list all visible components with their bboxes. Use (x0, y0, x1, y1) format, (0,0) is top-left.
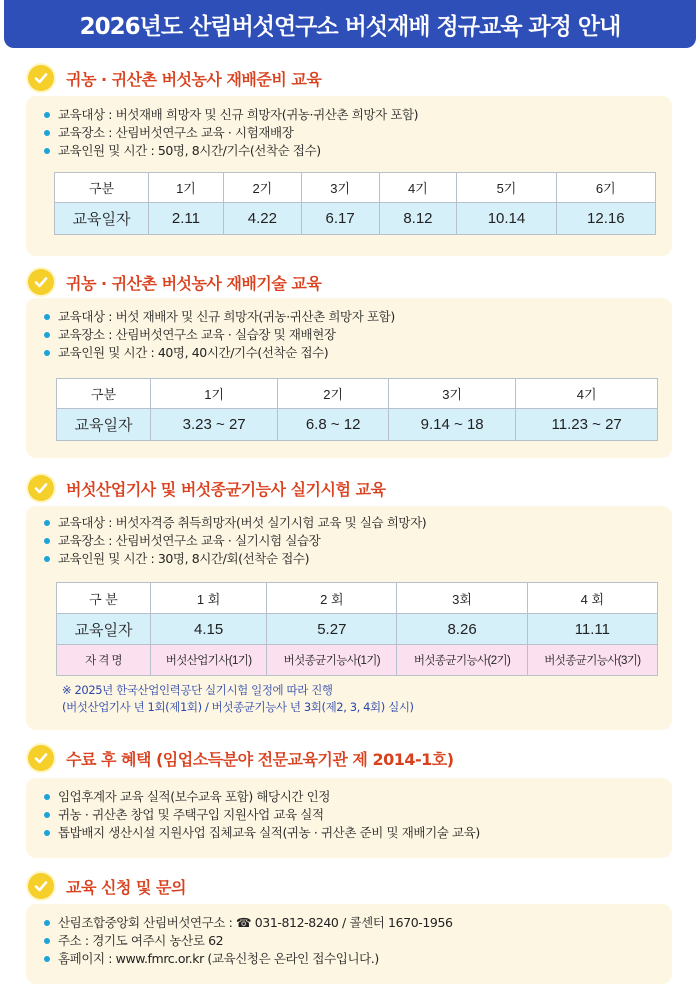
table-cell: 5.27 (267, 614, 397, 645)
table-cell: 4기 (379, 173, 457, 203)
table-cell: 4.15 (151, 614, 267, 645)
table-cell: 6.17 (301, 203, 379, 235)
section-panel-preparation (26, 96, 672, 256)
section-header-technique (28, 268, 321, 296)
info-list (40, 308, 395, 362)
table-cell: 8.12 (379, 203, 457, 235)
check-circle-icon (28, 65, 54, 91)
exam-note (62, 682, 414, 716)
table-cell: 버섯산업기사(1기) (151, 645, 267, 676)
list-item: 홈페이지 : www.fmrc.or.kr (교육신청은 온라인 접수입니다.) (40, 950, 453, 968)
table-cell: 버섯종균기능사(2기) (397, 645, 527, 676)
table-cell: 구분 (55, 173, 149, 203)
section-header-preparation (28, 64, 321, 92)
list-item: 교육장소 : 산림버섯연구소 교육 · 시험재배장 (40, 124, 418, 142)
table-cell: 버섯종균기능사(3기) (527, 645, 657, 676)
table-row (57, 645, 658, 676)
table-cell: 버섯종균기능사(1기) (267, 645, 397, 676)
table-row (55, 203, 656, 235)
table-cell: 2 회 (267, 583, 397, 614)
table-cell: 4.22 (223, 203, 301, 235)
note-line: (버섯산업기사 년 1회(제1회) / 버섯종균기능사 년 3회(제2, 3, 4회) 실시) (62, 700, 414, 714)
section-title: 버섯산업기사 및 버섯종균기능사 실기시험 교육 (66, 479, 386, 499)
list-item: 교육인원 및 시간 : 30명, 8시간/회(선착순 접수) (40, 550, 426, 568)
table-cell: 6.8 ~ 12 (278, 409, 389, 441)
check-circle-icon (28, 475, 54, 501)
table-cell: 구분 (57, 379, 151, 409)
list-item: 톱밥배지 생산시설 지원사업 집체교육 실적(귀농 · 귀산촌 준비 및 재배기술 교육) (40, 824, 480, 842)
table-cell: 10.14 (457, 203, 556, 235)
table-cell: 3.23 ~ 27 (151, 409, 278, 441)
table-cell: 3기 (301, 173, 379, 203)
section-header-benefits (28, 744, 454, 772)
list-item: 주소 : 경기도 여주시 농산로 62 (40, 932, 453, 950)
list-item: 교육장소 : 산림버섯연구소 교육 · 실기시험 실습장 (40, 532, 426, 550)
table-cell: 교육일자 (57, 409, 151, 441)
table-cell: 12.16 (556, 203, 655, 235)
list-item: 교육대상 : 버섯 재배자 및 신규 희망자(귀농·귀산촌 희망자 포함) (40, 308, 395, 326)
section-title: 귀농 · 귀산촌 버섯농사 재배기술 교육 (66, 273, 322, 293)
list-item: 교육인원 및 시간 : 50명, 8시간/기수(선착순 접수) (40, 142, 418, 160)
list-item: 임업후계자 교육 실적(보수교육 포함) 해당시간 인정 (40, 788, 480, 806)
check-circle-icon (28, 745, 54, 771)
section-title: 교육 신청 및 문의 (66, 877, 186, 897)
table-cell: 자 격 명 (57, 645, 151, 676)
check-circle-icon (28, 269, 54, 295)
section-panel-benefits (26, 778, 672, 858)
table-cell: 3기 (389, 379, 516, 409)
table-cell: 11.23 ~ 27 (516, 409, 658, 441)
table-cell: 교육일자 (57, 614, 151, 645)
page-title: 2026년도 산림버섯연구소 버섯재배 정규교육 과정 안내 (79, 13, 621, 40)
table-cell: 2기 (278, 379, 389, 409)
table-cell: 2기 (223, 173, 301, 203)
section-panel-contact (26, 904, 672, 984)
table-cell: 4기 (516, 379, 658, 409)
section-panel-exam (26, 506, 672, 730)
section-header-exam (28, 474, 385, 502)
table-cell: 9.14 ~ 18 (389, 409, 516, 441)
table-cell: 4 회 (527, 583, 657, 614)
table-cell: 8.26 (397, 614, 527, 645)
info-list (40, 914, 453, 968)
table-cell: 1기 (151, 379, 278, 409)
check-circle-icon (28, 873, 54, 899)
schedule-table (56, 582, 658, 676)
table-cell: 5기 (457, 173, 556, 203)
table-row (57, 614, 658, 645)
table-header-row (57, 379, 658, 409)
table-cell: 6기 (556, 173, 655, 203)
table-cell: 교육일자 (55, 203, 149, 235)
table-cell: 구 분 (57, 583, 151, 614)
table-header-row (55, 173, 656, 203)
table-row (57, 409, 658, 441)
table-cell: 1 회 (151, 583, 267, 614)
section-title: 수료 후 혜택 (임업소득분야 전문교육기관 제 2014-1호) (66, 749, 454, 769)
info-list (40, 514, 426, 568)
table-cell: 11.11 (527, 614, 657, 645)
table-cell: 3회 (397, 583, 527, 614)
list-item: 교육인원 및 시간 : 40명, 40시간/기수(선착순 접수) (40, 344, 395, 362)
list-item: 산림조합중앙회 산림버섯연구소 : ☎ 031-812-8240 / 콜센터 1670-1956 (40, 914, 453, 932)
list-item: 교육대상 : 버섯자격증 취득희망자(버섯 실기시험 교육 및 실습 희망자) (40, 514, 426, 532)
section-title: 귀농 · 귀산촌 버섯농사 재배준비 교육 (66, 69, 322, 89)
note-line: ※ 2025년 한국산업인력공단 실기시험 일정에 따라 진행 (62, 683, 333, 697)
list-item: 교육대상 : 버섯재배 희망자 및 신규 희망자(귀농·귀산촌 희망자 포함) (40, 106, 418, 124)
section-panel-technique (26, 298, 672, 458)
info-list (40, 106, 418, 160)
list-item: 교육장소 : 산림버섯연구소 교육 · 실습장 및 재배현장 (40, 326, 395, 344)
table-cell: 1기 (149, 173, 224, 203)
info-list (40, 788, 480, 842)
table-cell: 2.11 (149, 203, 224, 235)
schedule-table (54, 172, 656, 235)
schedule-table (56, 378, 658, 441)
title-banner (4, 0, 696, 48)
table-header-row (57, 583, 658, 614)
section-header-contact (28, 872, 186, 900)
list-item: 귀농 · 귀산촌 창업 및 주택구입 지원사업 교육 실적 (40, 806, 480, 824)
